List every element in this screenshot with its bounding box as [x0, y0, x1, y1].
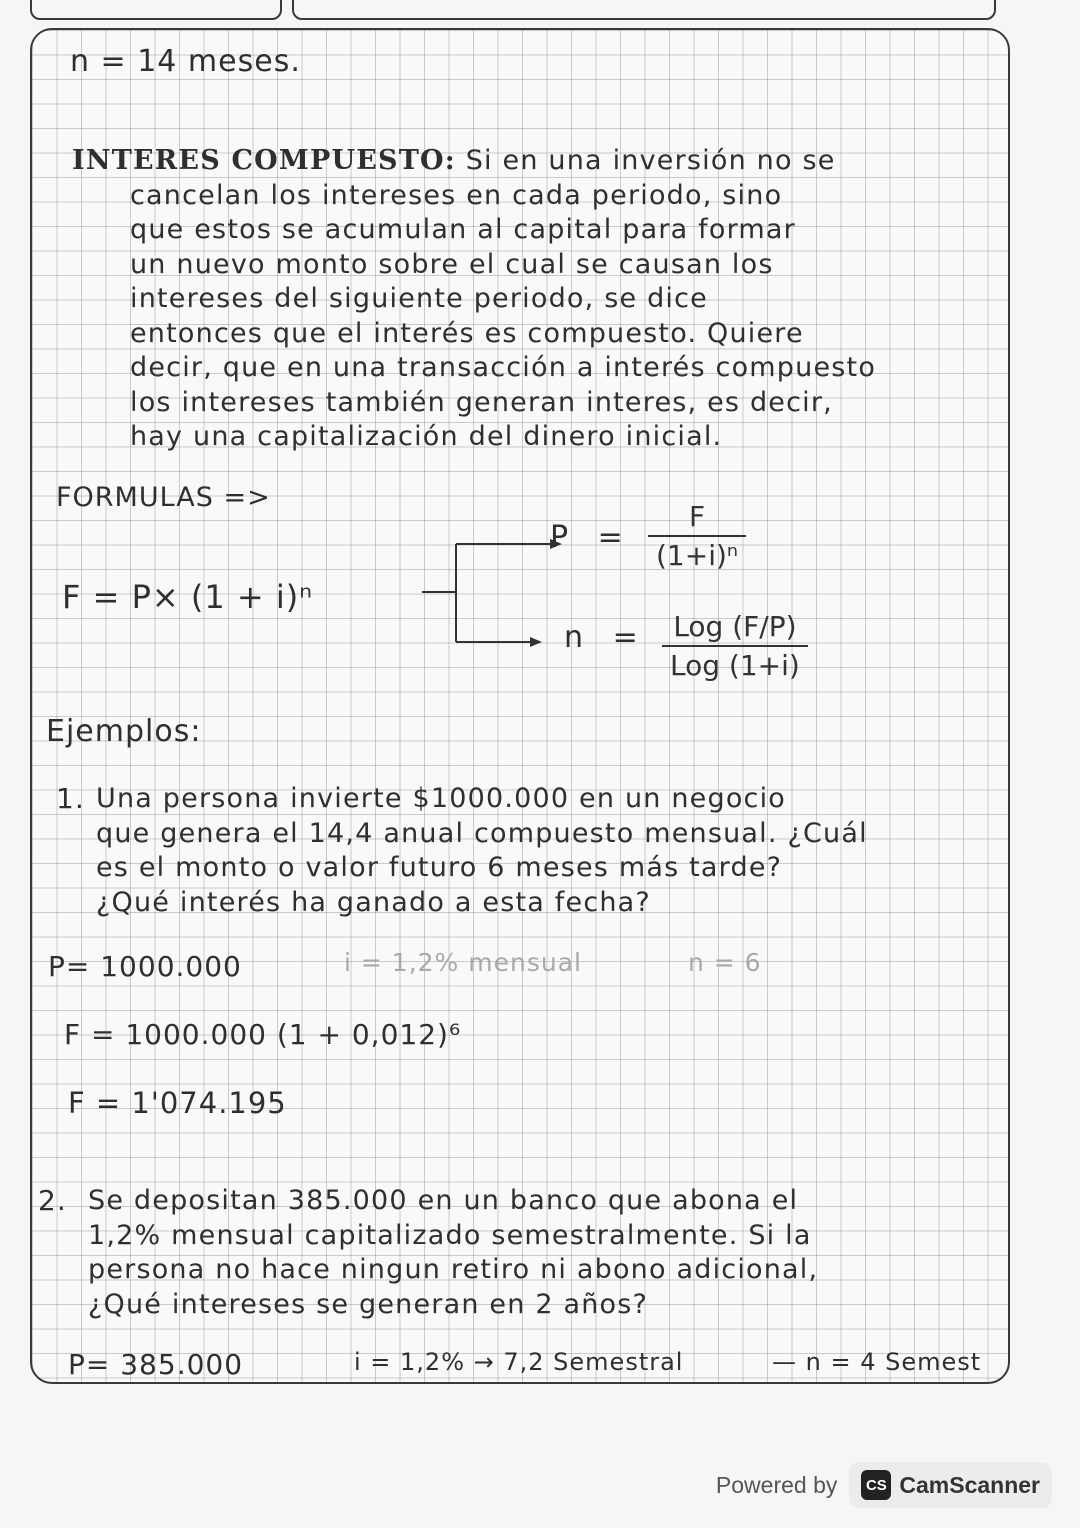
example-1-calc-2: F = 1'074.195 — [68, 1086, 287, 1120]
formula-n-fraction — [662, 610, 808, 682]
camscanner-badge — [849, 1462, 1052, 1508]
definition-line: entonces que el interés es compuesto. Quiere — [130, 317, 804, 349]
definition-line: un nuevo monto sobre el cual se causan los — [130, 248, 774, 280]
formula-n-denominator: Log (1+i) — [670, 649, 800, 682]
powered-by-label: Powered by — [715, 1471, 838, 1498]
definition-line: decir, que en una transacción a interés compuesto — [130, 352, 877, 383]
formula-p-numerator: F — [688, 500, 706, 533]
example-1-calc-1: F = 1000.000 (1 + 0,012)⁶ — [64, 1018, 462, 1051]
main-formula: F = P× (1 + i)ⁿ — [62, 578, 313, 616]
notebook-page — [30, 28, 1010, 1384]
camscanner-footer — [716, 1462, 1052, 1508]
top-title-box — [292, 0, 996, 20]
example-1-line: Una persona invierte $1000.000 en un negocio — [96, 783, 787, 814]
example-1-line: que genera el 14,4 anual compuesto mensual. ¿Cuál — [96, 817, 868, 849]
example-2-line: ¿Qué intereses se generan en 2 años? — [88, 1288, 649, 1320]
definition-line: cancelan los intereses en cada periodo, sino — [130, 179, 783, 211]
example-2-line: Se depositan 385.000 en un banco que abona el — [88, 1185, 799, 1216]
example-2-statement — [88, 1184, 818, 1322]
formula-n-lhs — [564, 620, 639, 655]
example-1-given-p: P= 1000.000 — [48, 950, 242, 983]
example-1-statement — [96, 782, 868, 920]
definition-paragraph — [72, 144, 877, 455]
example-2-number: 2. — [38, 1184, 67, 1217]
example-1-number: 1. — [56, 782, 85, 815]
camscanner-brand: CamScanner — [899, 1471, 1040, 1498]
formula-p-denominator: (1+i)ⁿ — [656, 539, 739, 572]
example-2-given-i: i = 1,2% → 7,2 Semestral — [354, 1348, 684, 1376]
example-2-given-n: — n = 4 Semest — [772, 1348, 982, 1376]
definition-line: que estos se acumulan al capital para formar — [130, 214, 796, 245]
example-1-given-i: i = 1,2% mensual — [344, 948, 582, 977]
formula-p-equals: = — [597, 520, 624, 555]
example-2-line: 1,2% mensual capitalizado semestralmente. Si la — [88, 1219, 812, 1251]
example-1-given-n: n = 6 — [688, 948, 762, 977]
formula-n-letter: n — [564, 620, 585, 655]
example-2-given-p: P= 385.000 — [68, 1348, 244, 1381]
formulas-heading: FORMULAS => — [56, 482, 271, 513]
examples-heading: Ejemplos: — [46, 714, 202, 749]
definition-line: hay una capitalización del dinero inicial. — [130, 421, 723, 452]
definition-line: Si en una inversión no se — [465, 145, 836, 176]
example-2-line: persona no hace ningun retiro ni abono adicional, — [88, 1254, 819, 1285]
formula-n-numerator: Log (F/P) — [673, 610, 797, 643]
definition-line: intereses del siguiente periodo, se dice — [130, 283, 708, 314]
definition-line: los intereses también generan interes, es decir, — [130, 386, 833, 418]
formula-n-equals: = — [612, 620, 639, 655]
formula-p-letter: P — [550, 520, 570, 555]
formula-p-lhs — [550, 520, 624, 555]
definition-title: INTERES COMPUESTO: — [72, 145, 456, 176]
example-1-line: es el monto o valor futuro 6 meses más tarde? — [96, 852, 783, 883]
top-note: n = 14 meses. — [70, 44, 301, 79]
camscanner-logo-icon: CS — [861, 1470, 891, 1500]
fraction-bar — [662, 645, 808, 647]
formula-p-fraction — [648, 500, 746, 572]
example-1-line: ¿Qué interés ha ganado a esta fecha? — [96, 886, 651, 918]
top-date-box — [30, 0, 282, 20]
fraction-bar — [648, 535, 746, 537]
